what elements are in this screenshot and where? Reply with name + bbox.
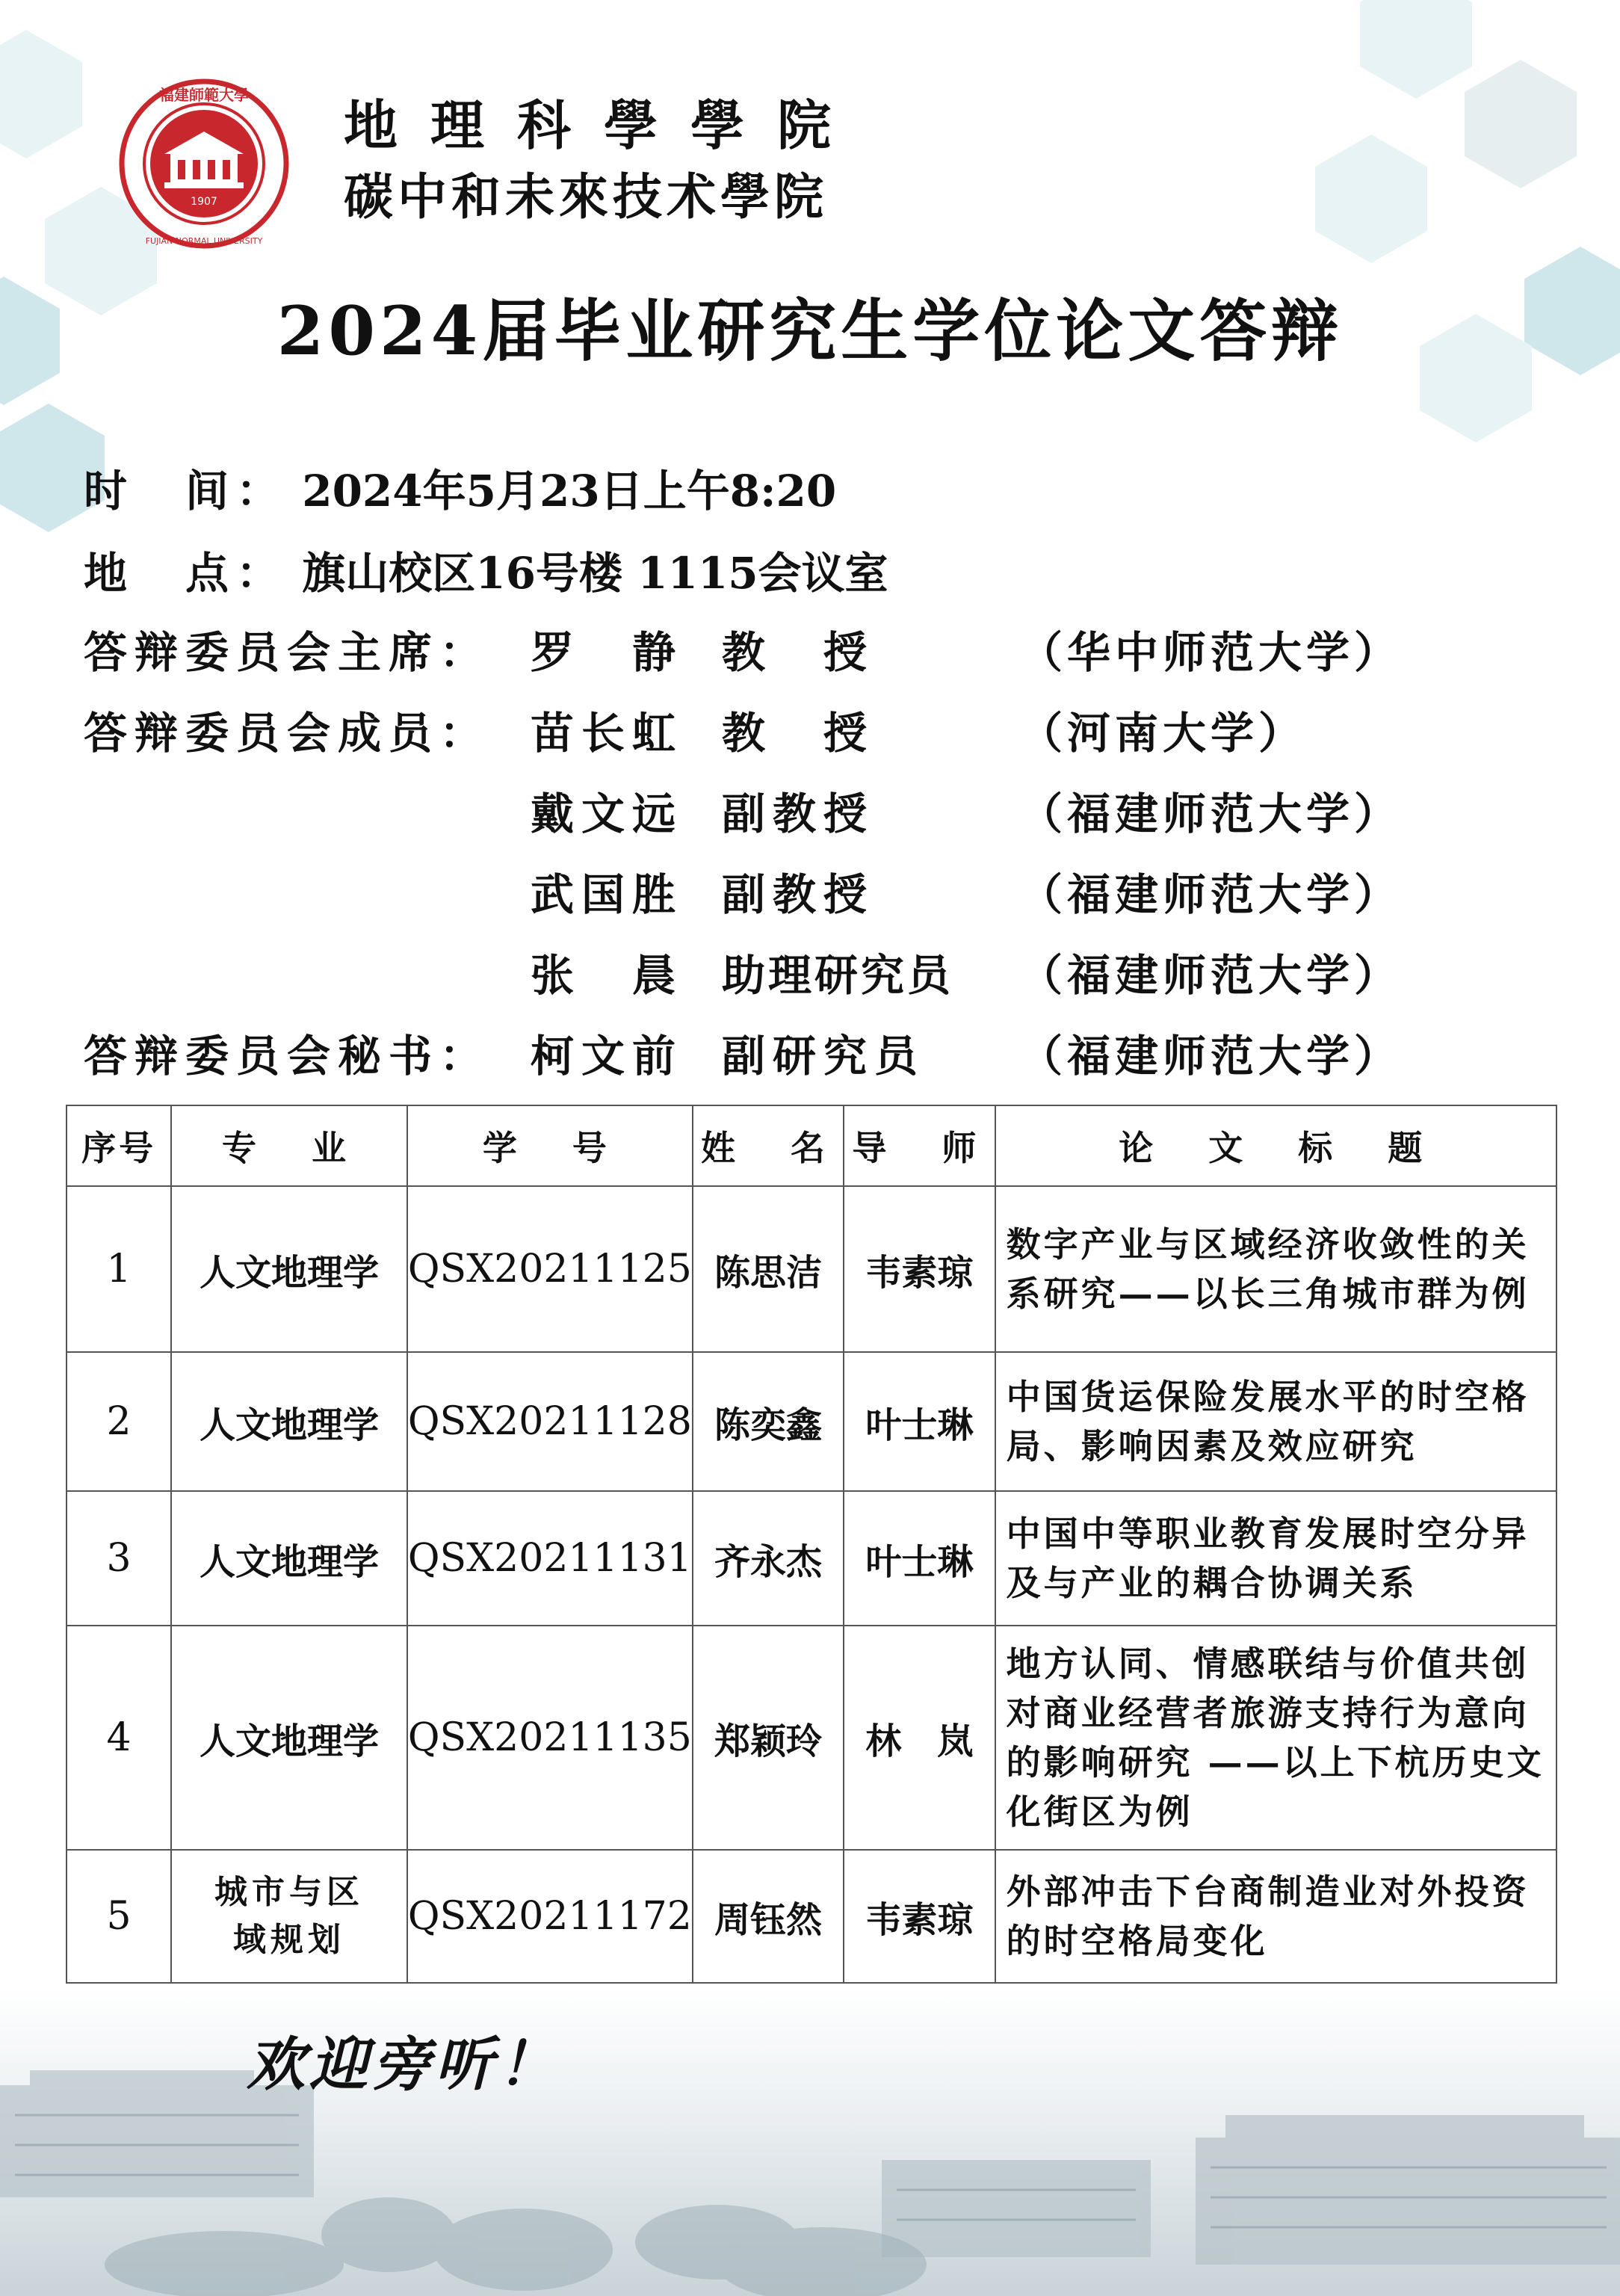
seal-bottom-text: FUJIAN NORMAL UNIVERSITY (145, 236, 263, 246)
secretary-org: （福建师范大学） (1019, 1031, 1403, 1081)
row-thesis-title: 外部冲击下台商制造业对外投资的时空格局变化 (995, 1850, 1556, 1983)
row-advisor: 韦素琼 (844, 1850, 995, 1983)
table-header-row (67, 1105, 1556, 1186)
place-value: 旗山校区16号楼 1115会议室 (302, 548, 888, 599)
table-row (67, 1491, 1556, 1626)
member-name: 张 晨 (531, 950, 684, 1001)
row-thesis-title: 中国货运保险发展水平的时空格局、影响因素及效应研究 (995, 1352, 1556, 1491)
member-org: （河南大学） (1019, 708, 1307, 759)
row-no: 1 (67, 1186, 171, 1352)
row-no: 4 (67, 1626, 171, 1850)
row-major-text: 城市与区域规划 (214, 1873, 365, 1959)
col-header-advisor: 导 师 (844, 1105, 995, 1186)
row-thesis-title: 数字产业与区域经济收敛性的关系研究——以长三角城市群为例 (995, 1186, 1556, 1352)
row-student-id: QSX20211135 (407, 1626, 693, 1850)
row-advisor: 叶士琳 (844, 1491, 995, 1626)
time-label: 时 间： (84, 466, 288, 516)
members-label: 答辩委员会成员： (84, 708, 491, 759)
secretary-title: 副研究员 (722, 1031, 926, 1081)
seal-year: 1907 (191, 196, 217, 208)
row-major: 人文地理学 (171, 1626, 407, 1850)
member-name: 武国胜 (531, 869, 684, 920)
row-major: 人文地理学 (171, 1491, 407, 1626)
seal-top-text: 福建師範大學 (159, 86, 249, 104)
row-name: 齐永杰 (693, 1491, 844, 1626)
member-name: 戴文远 (531, 789, 684, 839)
table-row (67, 1626, 1556, 1850)
row-student-id: QSX20211128 (407, 1352, 693, 1491)
member-org: （福建师范大学） (1019, 950, 1403, 1001)
member-name: 苗长虹 (531, 708, 684, 759)
row-advisor: 韦素琼 (844, 1186, 995, 1352)
place-row (84, 538, 888, 601)
row-no: 3 (67, 1491, 171, 1626)
member-org: （福建师范大学） (1019, 869, 1403, 920)
row-name: 陈奕鑫 (693, 1352, 844, 1491)
member-title: 副教授 (722, 869, 875, 920)
row-thesis-title: 地方认同、情感联结与价值共创对商业经营者旅游支持行为意向的影响研究 ——以上下杭历史文化街区为例 (995, 1626, 1556, 1850)
row-student-id: QSX20211125 (407, 1186, 693, 1352)
table-row (67, 1186, 1556, 1352)
row-major (171, 1850, 407, 1983)
row-no: 2 (67, 1352, 171, 1491)
row-no: 5 (67, 1850, 171, 1983)
row-major: 人文地理学 (171, 1186, 407, 1352)
row-student-id: QSX20211131 (407, 1491, 693, 1626)
member-title: 副教授 (722, 789, 875, 839)
row-major: 人文地理学 (171, 1352, 407, 1491)
col-header-no: 序号 (67, 1105, 171, 1186)
chair-label: 答辩委员会主席： (84, 627, 491, 678)
decorative-hexagon (1315, 135, 1427, 263)
table-row (67, 1850, 1556, 1983)
time-value: 2024年5月23日上午8:20 (302, 466, 837, 516)
row-student-id: QSX20211172 (407, 1850, 693, 1983)
col-header-name: 姓 名 (693, 1105, 844, 1186)
row-advisor: 叶士琳 (844, 1352, 995, 1491)
row-name: 陈思洁 (693, 1186, 844, 1352)
time-row (84, 456, 836, 519)
row-advisor: 林 岚 (844, 1626, 995, 1850)
poster-title: 2024届毕业研究生学位论文答辩 (276, 291, 1344, 371)
school-name-line1: 地理科學學院 (344, 93, 865, 157)
row-name: 周钰然 (693, 1850, 844, 1983)
place-label: 地 点： (84, 548, 288, 599)
school-name-line2: 碳中和未來技术學院 (344, 167, 828, 226)
member-title: 教 授 (722, 708, 875, 759)
welcome-message: 欢迎旁听！ (247, 2031, 561, 2099)
university-seal-logo (118, 78, 290, 250)
decorative-hexagon (1360, 0, 1472, 99)
member-org: （福建师范大学） (1019, 789, 1403, 839)
member-title: 助理研究员 (722, 950, 954, 1001)
table-row (67, 1352, 1556, 1491)
row-name: 郑颖玲 (693, 1626, 844, 1850)
secretary-name: 柯文前 (531, 1031, 684, 1081)
col-header-thesis-title: 论 文 标 题 (995, 1105, 1556, 1186)
col-header-student-id: 学 号 (407, 1105, 693, 1186)
chair-title: 教 授 (722, 627, 875, 678)
col-header-major: 专 业 (171, 1105, 407, 1186)
row-thesis-title: 中国中等职业教育发展时空分异及与产业的耦合协调关系 (995, 1491, 1556, 1626)
thesis-defense-table (66, 1105, 1557, 1984)
secretary-label: 答辩委员会秘书： (84, 1031, 491, 1081)
chair-name: 罗 静 (531, 627, 684, 678)
decorative-hexagon (0, 30, 82, 158)
decorative-hexagon (1465, 60, 1577, 188)
campus-sketch-illustration (0, 1988, 1620, 2296)
chair-org: （华中师范大学） (1019, 627, 1403, 678)
